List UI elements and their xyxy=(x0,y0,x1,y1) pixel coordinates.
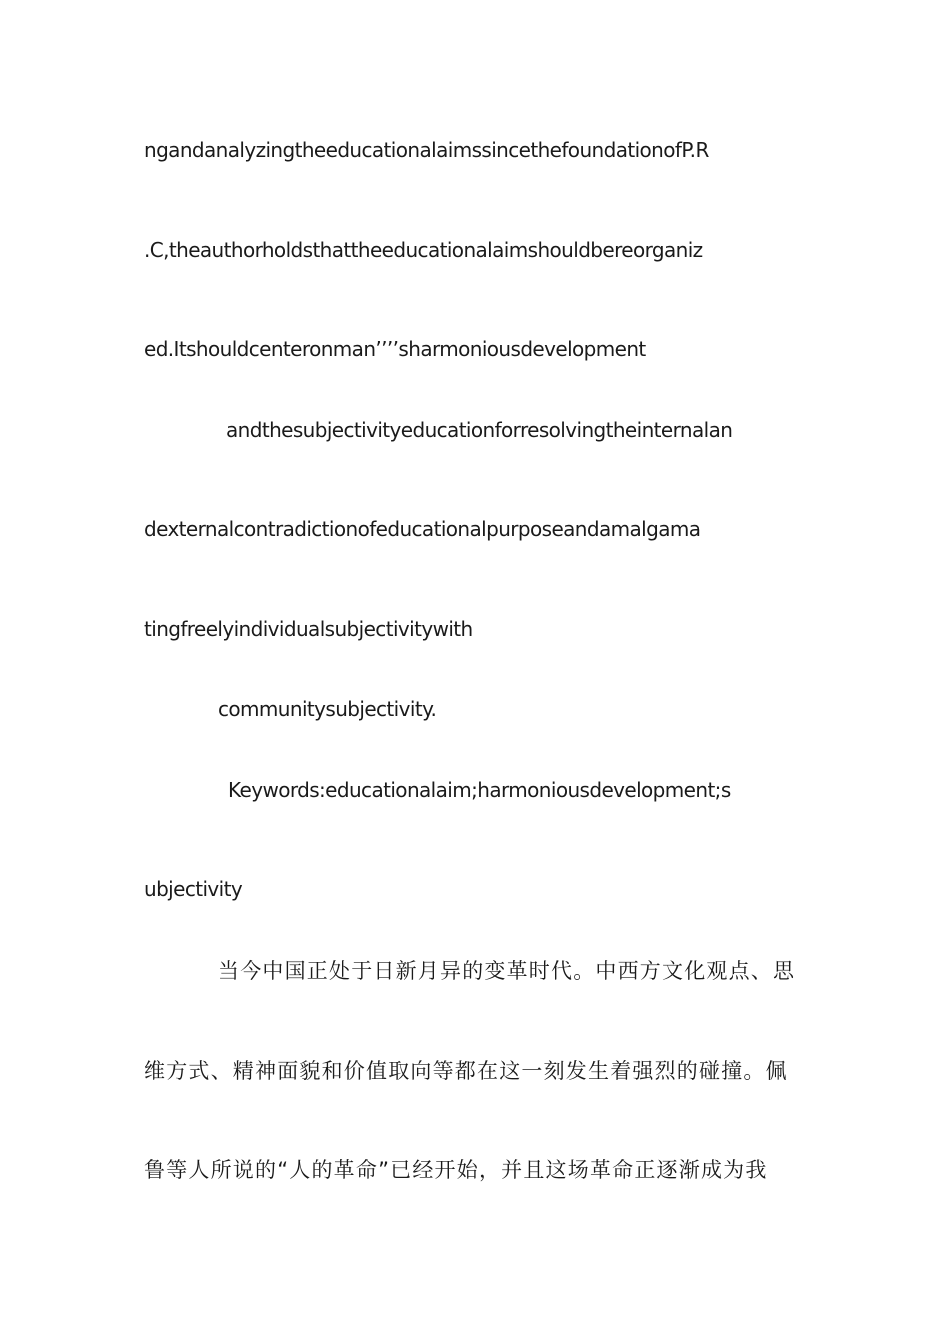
keywords-line-2: ubjectivity xyxy=(144,877,243,901)
abstract-line-1: ngandanalyzingtheeducationalaimssincethefoundationofP.R xyxy=(144,138,709,162)
body-paragraph-line-3: 鲁等人所说的“人的革命”已经开始，并且这场革命正逐渐成为我 xyxy=(144,1158,768,1182)
keywords-line-1: Keywords:educationalaim;harmoniousdevelopment;s xyxy=(228,778,731,802)
abstract-line-4: andthesubjectivityeducationforresolvingtheinternalan xyxy=(226,418,733,442)
body-paragraph-line-2: 维方式、精神面貌和价值取向等都在这一刻发生着强烈的碰撞。佩 xyxy=(144,1059,788,1083)
abstract-line-5: dexternalcontradictionofeducationalpurposeandamalgama xyxy=(144,517,701,541)
abstract-line-7: communitysubjectivity. xyxy=(218,697,437,721)
abstract-line-2: .C,theauthorholdsthattheeducationalaimshouldbereorganiz xyxy=(144,238,703,262)
abstract-line-6: tingfreelyindividualsubjectivitywith xyxy=(144,617,473,641)
abstract-line-3: ed.Itshouldcenteronman’’’’sharmoniousdevelopment xyxy=(144,337,646,361)
body-paragraph-line-1: 当今中国正处于日新月异的变革时代。中西方文化观点、思 xyxy=(218,959,796,983)
